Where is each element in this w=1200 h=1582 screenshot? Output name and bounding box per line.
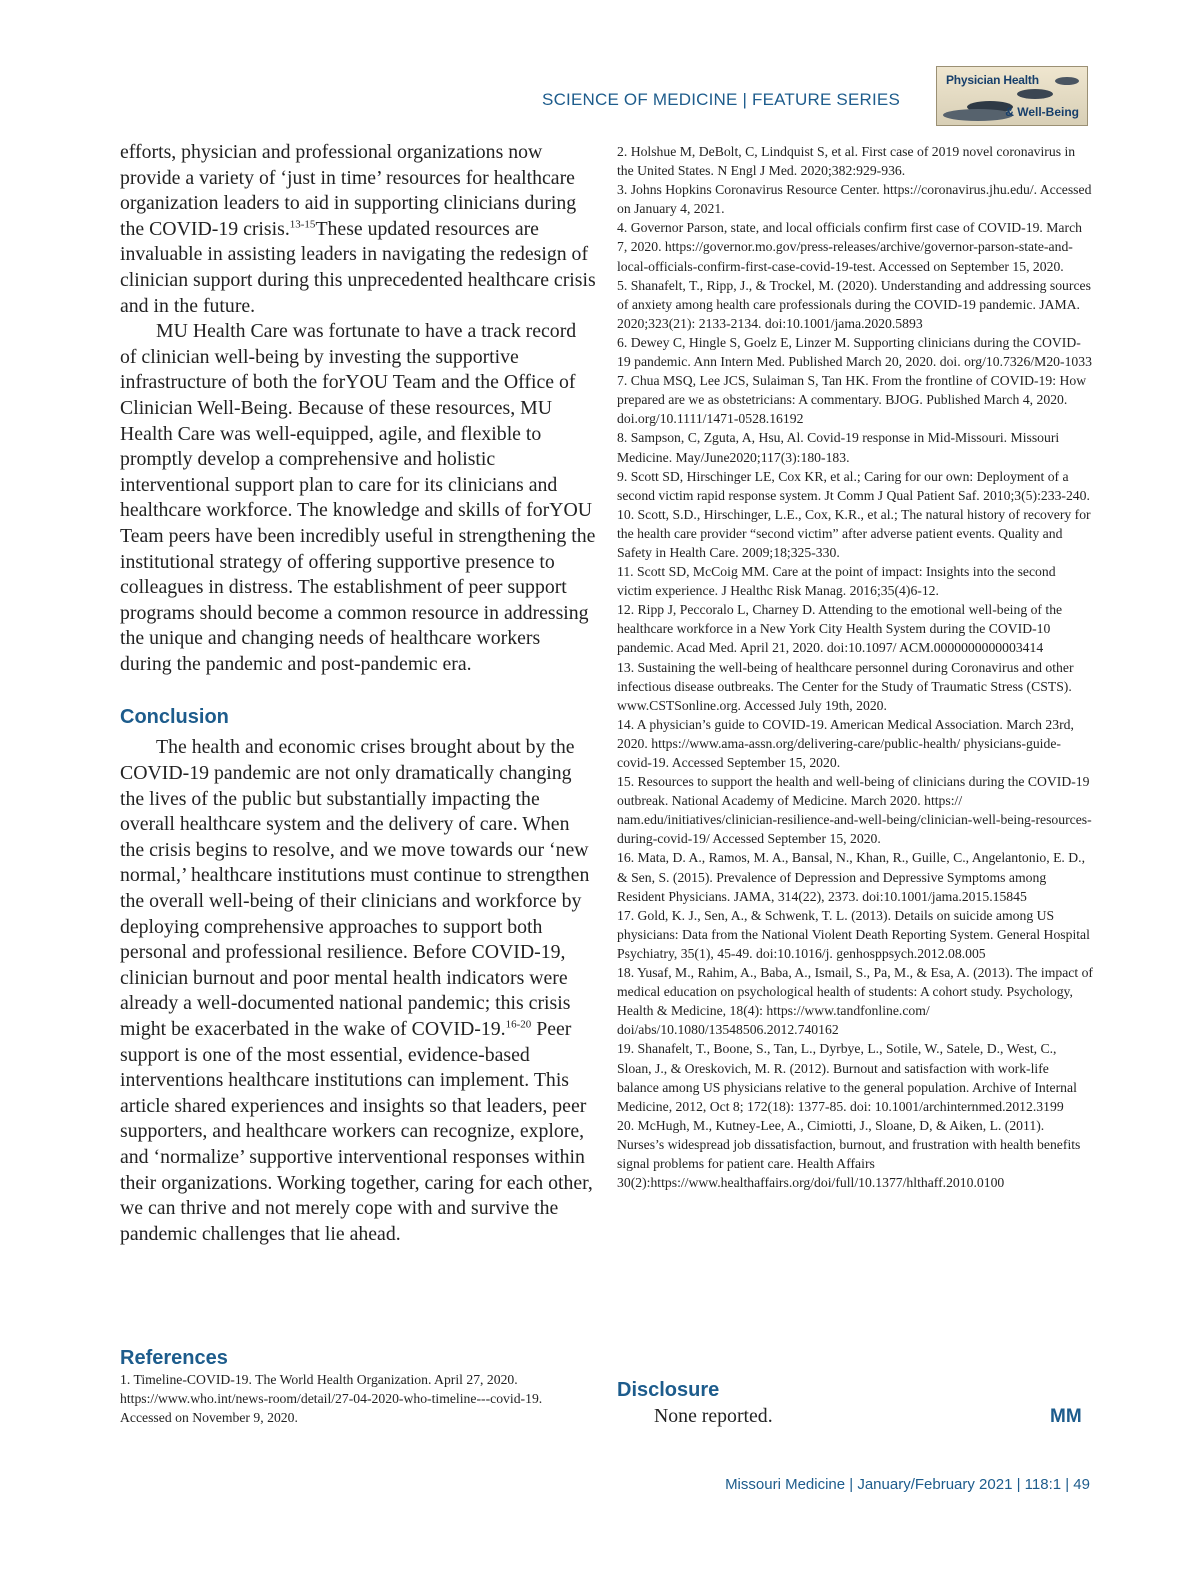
reference-item: 17. Gold, K. J., Sen, A., & Schwenk, T. L. (2013). Details on suicide among US physicians: Data from the National Violent Death Reporting System. General Hospital Psychiatry, 35(1), 45-49. doi:10.1016/j. genhosppsych.2012.08.005 <box>617 907 1090 961</box>
paragraph <box>120 140 596 319</box>
reference-item: 1. Timeline-COVID-19. The World Health Organization. April 27, 2020. https://www.who.int/news-room/detail/27-04-2020-who-timeline---covid-19. Accessed on November 9, 2020. <box>120 1372 543 1426</box>
stone-graphic <box>1055 77 1079 85</box>
end-mark: MM <box>1050 1406 1082 1427</box>
reference-item: 10. Scott, S.D., Hirschinger, L.E., Cox, K.R., et al.; The natural history of recovery for the health care provider “second victim” after adverse patient events. Quality and Safety in Health Care. 2009;18;325-330. <box>617 506 1091 560</box>
reference-item: 8. Sampson, C, Zguta, A, Hsu, Al. Covid-19 response in Mid-Missouri. Missouri Medicine. May/June2020;117(3):180-183. <box>617 430 1060 465</box>
paragraph-text: The health and economic crises brought about by the COVID-19 pandemic are not only dramatically changing the lives of the public but substantially impacting the overall healthcare system and the delivery of care. When the crisis begins to resolve, and we move towards our ‘new normal,’ healthcare institutions must continue to strengthen the overall well-being of their clinicians and workforce by deploying comprehensive approaches to support both personal and professional resilience. Before COVID-19, clinician burnout and poor mental health indicators were already a well-documented national pandemic; this crisis might be exacerbated in the wake of COVID-19. <box>120 736 590 1040</box>
reference-item: 14. A physician’s guide to COVID-19. American Medical Association. March 23rd, 2020. https://www.ama-assn.org/delivering-care/public-health/ physicians-guide-covid-19. Accessed September 15, 2020. <box>617 716 1074 770</box>
reference-item: 6. Dewey C, Hingle S, Goelz E, Linzer M. Supporting clinicians during the COVID-19 pandemic. Ann Intern Med. Published March 20, 2020. doi. org/10.7326/M20-1033 <box>617 334 1092 370</box>
page-footer: Missouri Medicine | January/February 2021 | 118:1 | 49 <box>725 1476 1090 1493</box>
disclosure-text: None reported. <box>654 1405 773 1427</box>
reference-item: 9. Scott SD, Hirschinger LE, Cox KR, et al.; Caring for our own: Deployment of a second victim rapid response system. Jt Comm J Qual Patient Saf. 2010;3(5):233-240. <box>617 468 1090 503</box>
reference-item: 7. Chua MSQ, Lee JCS, Sulaiman S, Tan HK. From the frontline of COVID-19: How prepared are we as obstetricians: A commentary. BJOG. Published March 4, 2020. doi.org/10.1111/1471-0528.16192 <box>617 373 1087 427</box>
citation-superscript: 16-20 <box>505 1018 532 1031</box>
paragraph-text: These updated resources are invaluable in assisting leaders in navigating the redesign of clinician support during this unprecedented healthcare crisis and in the future. <box>120 217 596 317</box>
references-list-left <box>120 1370 596 1427</box>
reference-item: 20. McHugh, M., Kutney-Lee, A., Cimiotti, J., Sloane, D, & Aiken, L. (2011). Nurses’s widespread job dissatisfaction, burnout, and frustration with health benefits signal problems for patient care. Health Affairs 30(2):https://www.healthaffairs.org/doi/full/10.1377/hlthaff.2010.0100 <box>617 1117 1081 1191</box>
reference-item: 15. Resources to support the health and well-being of clinicians during the COVID-19 outbreak. National Academy of Medicine. March 2020. https:// nam.edu/initiatives/clinician-resilience-and-well-being/clinician-well-being-resources-during-covid-19/ Accessed September 15, 2020. <box>617 774 1092 847</box>
paragraph <box>120 735 596 1247</box>
badge-title: Physician Health <box>946 73 1039 87</box>
reference-item: 3. Johns Hopkins Coronavirus Resource Center. https://coronavirus.jhu.edu/. Accessed on January 4, 2021. <box>617 182 1092 217</box>
references-list-right <box>617 142 1093 1192</box>
references-heading: References <box>120 1347 228 1369</box>
reference-item: 12. Ripp J, Peccoralo L, Charney D. Attending to the emotional well-being of the healthcare workforce in a New York City Health System during the COVID-10 pandemic. Acad Med. April 21, 2020. doi:10.1097/ ACM.0000000000003414 <box>617 602 1063 656</box>
stone-graphic <box>1017 89 1053 99</box>
reference-item: 5. Shanafelt, T., Ripp, J., & Trockel, M. (2020). Understanding and addressing sources of anxiety among health care professionals during the COVID-19 pandemic. JAMA. 2020;323(21): 2133-2134. doi:10.1001/jama.2020.5893 <box>617 277 1091 331</box>
reference-item: 11. Scott SD, McCoig MM. Care at the point of impact: Insights into the second victim experience. J Healthc Risk Manag. 2016;35(4)6-12. <box>617 564 1056 599</box>
paragraph-text: Peer support is one of the most essential, evidence-based interventions healthcare institutions can implement. This article shared experiences and insights so that leaders, peer supporters, and healthcare workers can recognize, explore, and ‘normalize’ supportive interventional responses within their organizations. Working together, caring for each other, we can thrive and not merely cope with and survive the pandemic challenges that lie ahead. <box>120 1018 593 1245</box>
reference-item: 18. Yusaf, M., Rahim, A., Baba, A., Ismail, S., Pa, M., & Esa, A. (2013). The impact of medical education on psychological health of students: A cohort study. Psychology, Health & Medicine, 18(4): https://www.tandfonline.com/ doi/abs/10.1080/13548506.2012.740162 <box>617 965 1093 1038</box>
reference-item: 13. Sustaining the well-being of healthcare personnel during Coronavirus and other infectious disease outbreaks. The Center for the Study of Traumatic Stress (CSTS). www.CSTSonline.org. Accessed July 19th, 2020. <box>617 659 1074 713</box>
paragraph: MU Health Care was fortunate to have a track record of clinician well-being by investing the supportive infrastructure of both the forYOU Team and the Office of Clinician Well-Being. Because of these resources, MU Health Care was well-equipped, agile, and flexible to promptly develop a comprehensive and holistic interventional support plan to care for its clinicians and healthcare workforce. The knowledge and skills of forYOU Team peers have been incredibly useful in strengthening the institutional strategy of offering supportive presence to colleagues in distress. The establishment of peer support programs should become a common resource in addressing the unique and changing needs of healthcare workers during the pandemic and post-pandemic era. <box>120 320 596 675</box>
reference-item: 2. Holshue M, DeBolt, C, Lindquist S, et al. First case of 2019 novel coronavirus in the United States. N Engl J Med. 2020;382:929-936. <box>617 144 1076 179</box>
conclusion-heading: Conclusion <box>120 706 229 729</box>
physician-health-badge <box>936 66 1088 126</box>
disclosure-heading: Disclosure <box>617 1379 720 1401</box>
reference-item: 16. Mata, D. A., Ramos, M. A., Bansal, N., Khan, R., Guille, C., Angelantonio, E. D., & Sen, S. (2015). Prevalence of Depression and Depressive Symptoms among Resident Physicians. JAMA, 314(22), 2373. doi:10.1001/jama.2015.15845 <box>617 850 1086 904</box>
main-text-column <box>120 140 596 1247</box>
paragraph-text: efforts, physician and professional organizations now provide a variety of ‘just in time’ resources for healthcare organization leaders to aid in supporting clinicians during the COVID-19 crisis. <box>120 141 577 240</box>
badge-subtitle: & Well-Being <box>1005 105 1079 119</box>
reference-item: 19. Shanafelt, T., Boone, S., Tan, L., Dyrbye, L., Sotile, W., Satele, D., West, C., Sloan, J., & Oreskovich, M. R. (2012). Burnout and satisfaction with work-life balance among US physicians relative to the general population. Archive of Internal Medicine, 2012, Oct 8; 172(18): 1377-85. doi: 10.1001/archinternmed.2012.3199 <box>617 1041 1077 1114</box>
series-title: SCIENCE OF MEDICINE | FEATURE SERIES <box>542 90 900 109</box>
citation-superscript: 13-15 <box>289 218 316 231</box>
stone-graphic <box>943 109 1013 121</box>
reference-item: 4. Governor Parson, state, and local officials confirm first case of COVID-19. March 7, 2020. https://governor.mo.gov/press-releases/archive/governor-parson-state-and-local-officials-confirm-first-case-covid-19-test. Accessed on September 15, 2020. <box>617 220 1082 274</box>
